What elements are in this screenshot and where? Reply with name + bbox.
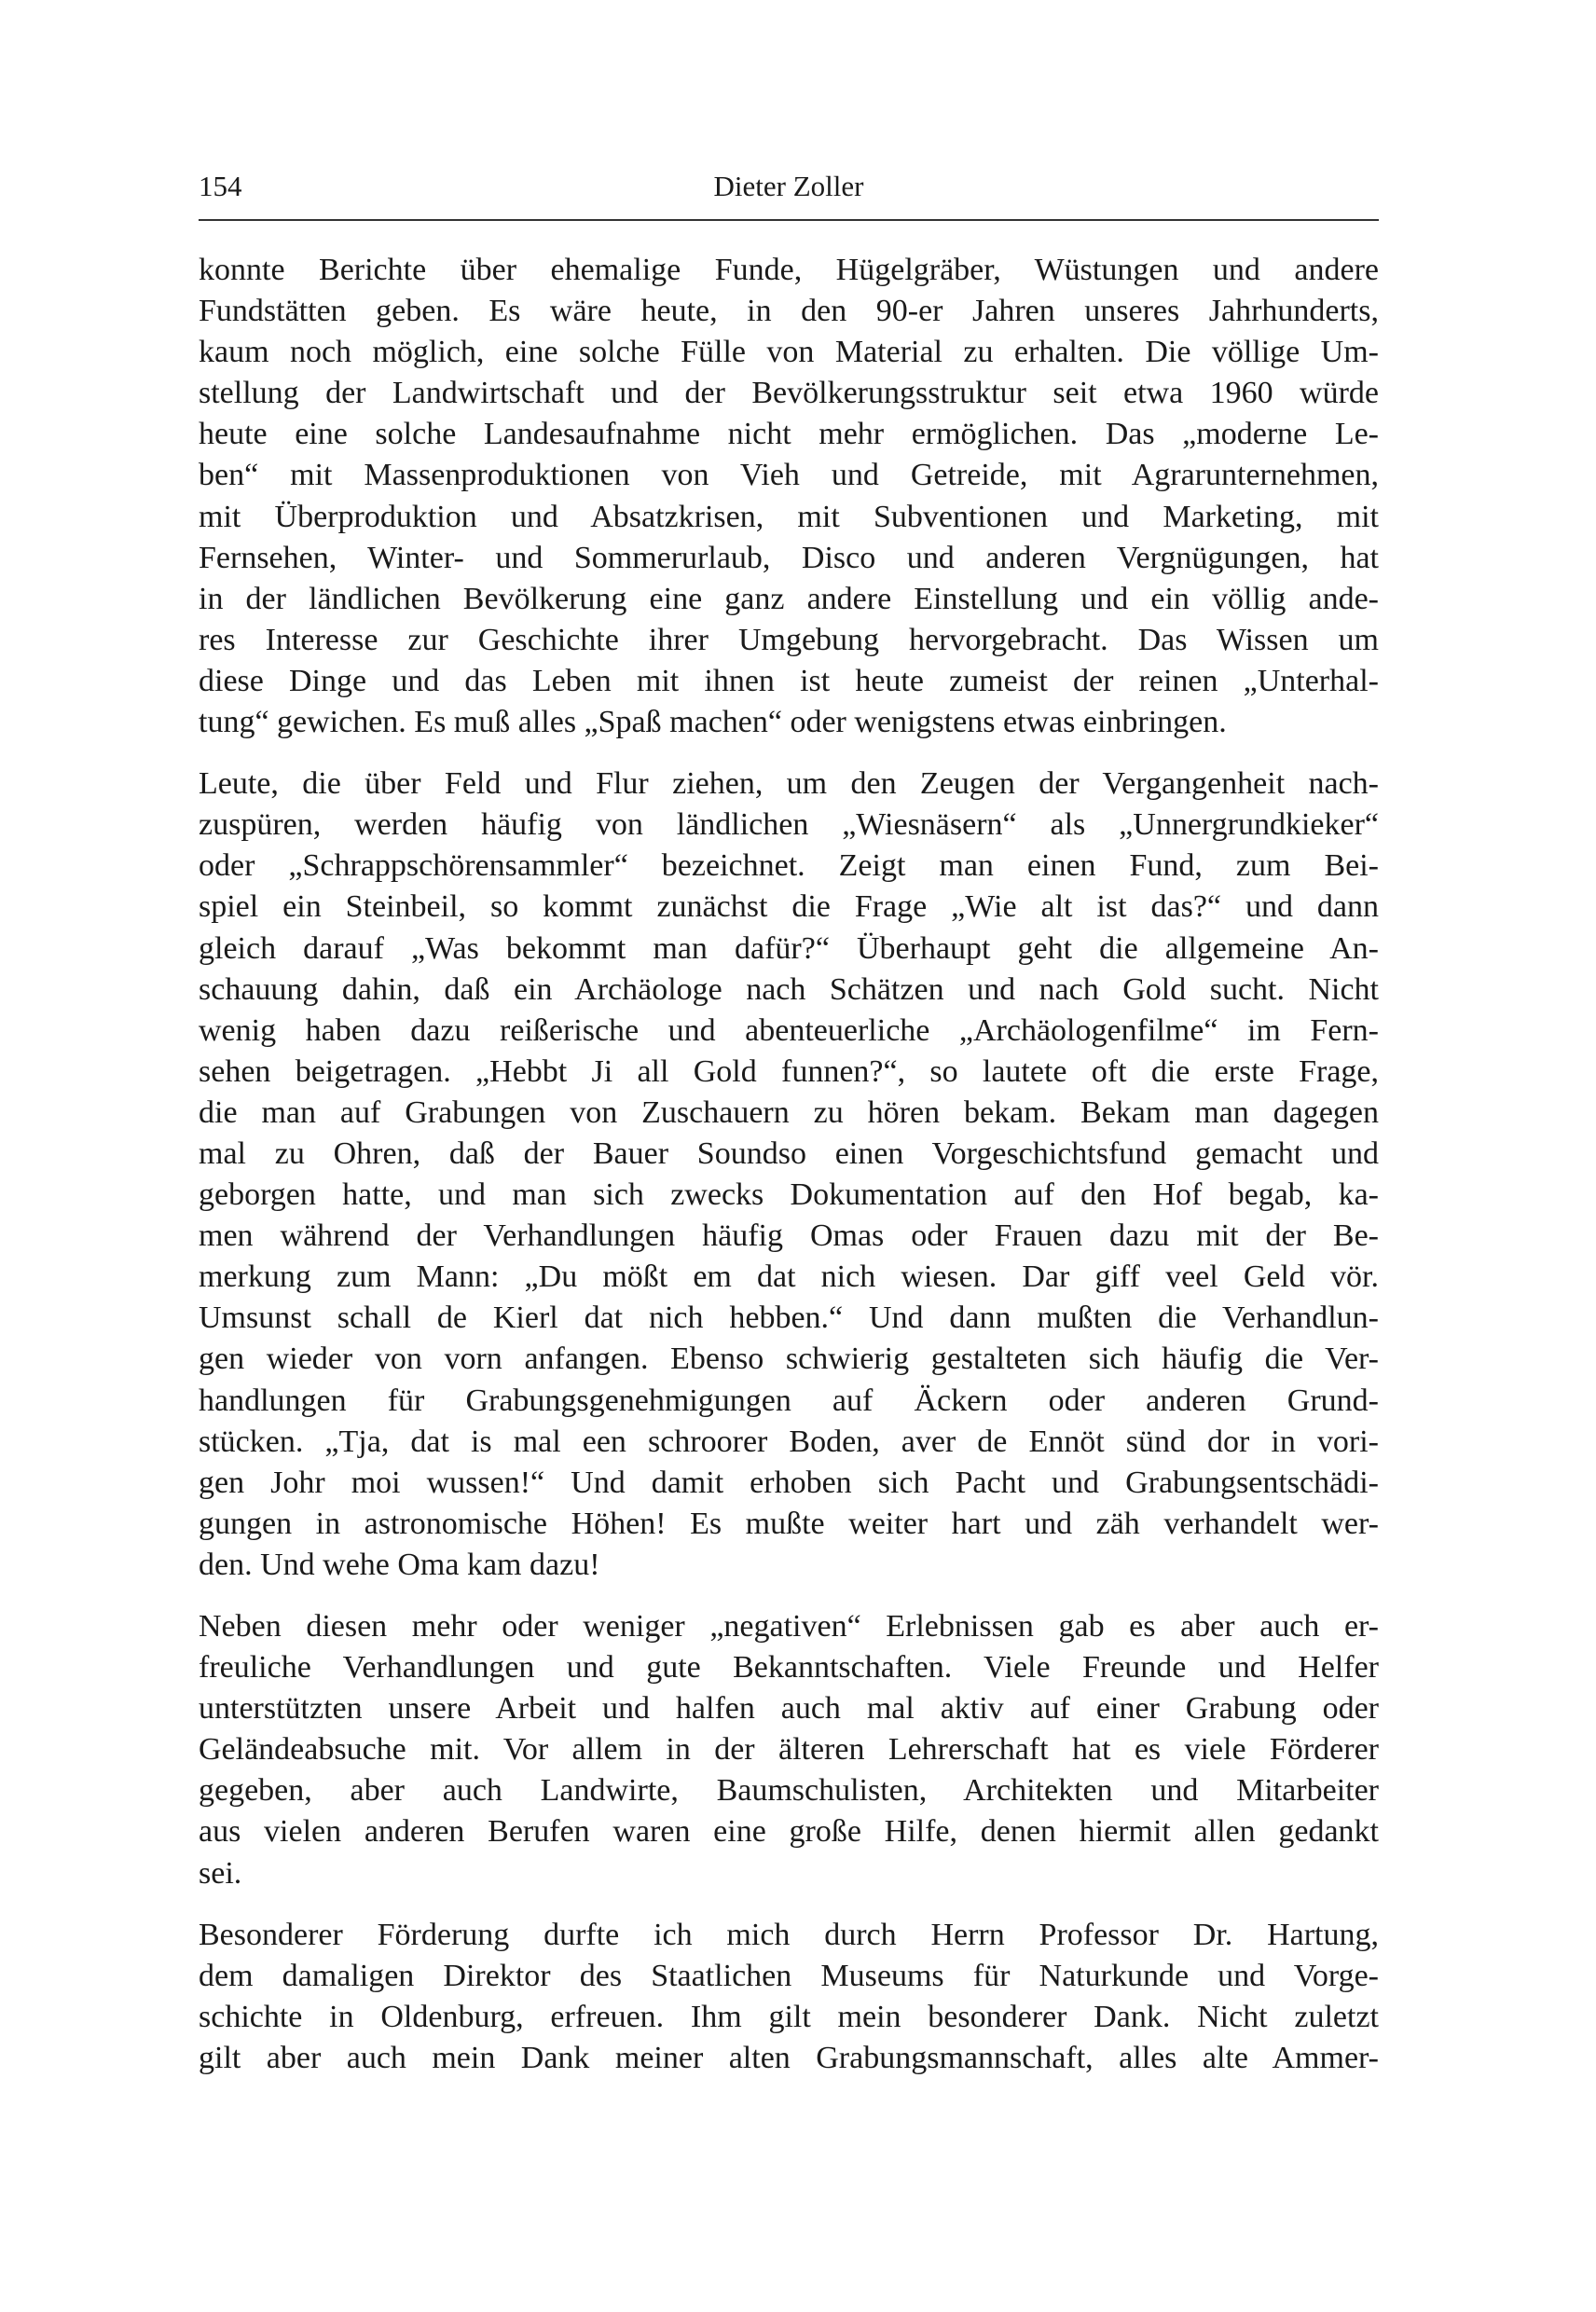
paragraph	[199, 250, 1379, 743]
text-line: mit Überproduktion und Absatzkrisen, mit Subventionen und Marketing, mit	[199, 499, 1379, 534]
text-line: schichte in Oldenburg, erfreuen. Ihm gilt mein besonderer Dank. Nicht zuletzt	[199, 1999, 1379, 2034]
text-line: gen Johr moi wussen!“ Und damit erhoben sich Pacht und Grabungsentschädi-	[199, 1465, 1379, 1500]
text-line: heute eine solche Landesaufnahme nicht mehr ermöglichen. Das „moderne Le-	[199, 417, 1379, 452]
text-line: aus vielen anderen Berufen waren eine große Hilfe, denen hiermit allen gedankt	[199, 1814, 1379, 1850]
text-line: ben“ mit Massenproduktionen von Vieh und Getreide, mit Agrarunternehmen,	[199, 458, 1379, 493]
text-line: Fundstätten geben. Es wäre heute, in den 90-er Jahren unseres Jahrhunderts,	[199, 294, 1379, 329]
text-line: Besonderer Förderung durfte ich mich durch Herrn Professor Dr. Hartung,	[199, 1917, 1379, 1952]
paragraph	[199, 1915, 1379, 2079]
text-line: wenig haben dazu reißerische und abenteuerliche „Archäologenfilme“ im Fern-	[199, 1012, 1379, 1048]
text-line: unterstützten unsere Arbeit und halfen auch mal aktiv auf einer Grabung oder	[199, 1691, 1379, 1727]
text-line: gegeben, aber auch Landwirte, Baumschulisten, Architekten und Mitarbeiter	[199, 1773, 1379, 1809]
text-line: gleich darauf „Was bekommt man dafür?“ Überhaupt geht die allgemeine An-	[199, 930, 1379, 966]
running-head	[199, 168, 1379, 213]
text-line: freuliche Verhandlungen und gute Bekanntschaften. Viele Freunde und Helfer	[199, 1650, 1379, 1686]
text-line: Geländeabsuche mit. Vor allem in der älteren Lehrerschaft hat es viele Förderer	[199, 1732, 1379, 1768]
text-line: men während der Verhandlungen häufig Omas oder Frauen dazu mit der Be-	[199, 1218, 1379, 1254]
text-line: mal zu Ohren, daß der Bauer Soundso einen Vorgeschichtsfund gemacht und	[199, 1135, 1379, 1171]
text-line: zuspüren, werden häufig von ländlichen „Wiesnäsern“ als „Unnergrundkieker“	[199, 807, 1379, 843]
text-line: Fernsehen, Winter- und Sommerurlaub, Disco und anderen Vergnügungen, hat	[199, 540, 1379, 575]
header-rule	[199, 219, 1379, 221]
text-line: merkung zum Mann: „Du mößt em dat nich wiesen. Dar giff veel Geld vör.	[199, 1259, 1379, 1295]
text-line: die man auf Grabungen von Zuschauern zu hören bekam. Bekam man dagegen	[199, 1094, 1379, 1130]
text-line: res Interesse zur Geschichte ihrer Umgebung hervorgebracht. Das Wissen um	[199, 622, 1379, 657]
text-line: sehen beigetragen. „Hebbt Ji all Gold funnen?“, so lautete oft die erste Frage,	[199, 1053, 1379, 1089]
text-line: geborgen hatte, und man sich zwecks Dokumentation auf den Hof begab, ka-	[199, 1177, 1379, 1213]
text-line: in der ländlichen Bevölkerung eine ganz andere Einstellung und ein völlig ande-	[199, 581, 1379, 616]
text-line: diese Dinge und das Leben mit ihnen ist heute zumeist der reinen „Unterhal-	[199, 663, 1379, 698]
running-title: Dieter Zoller	[713, 170, 864, 202]
text-line: dem damaligen Direktor des Staatlichen Museums für Naturkunde und Vorge-	[199, 1958, 1379, 1993]
text-line: Umsunst schall de Kierl dat nich hebben.“ Und dann mußten die Verhandlun-	[199, 1300, 1379, 1336]
text-line: gen wieder von vorn anfangen. Ebenso schwierig gestalteten sich häufig die Ver-	[199, 1342, 1379, 1377]
body-text	[199, 250, 1379, 2099]
text-line: den. Und wehe Oma kam dazu!	[199, 1547, 600, 1582]
text-line: gilt aber auch mein Dank meiner alten Grabungsmannschaft, alles alte Ammer-	[199, 2040, 1379, 2075]
text-line: stellung der Landwirtschaft und der Bevölkerungsstruktur seit etwa 1960 würde	[199, 376, 1379, 411]
paragraph	[199, 764, 1379, 1586]
text-line: Neben diesen mehr oder weniger „negativen“ Erlebnissen gab es aber auch er-	[199, 1609, 1379, 1644]
page-number: 154	[199, 170, 242, 202]
text-line: sei.	[199, 1855, 242, 1891]
text-line: spiel ein Steinbeil, so kommt zunächst die Frage „Wie alt ist das?“ und dann	[199, 889, 1379, 925]
text-line: tung“ gewichen. Es muß alles „Spaß machen“ oder wenigstens etwas einbringen.	[199, 705, 1227, 740]
text-line: schauung dahin, daß ein Archäologe nach Schätzen und nach Gold sucht. Nicht	[199, 971, 1379, 1007]
text-line: handlungen für Grabungsgenehmigungen auf Äckern oder anderen Grund-	[199, 1383, 1379, 1418]
paragraph	[199, 1606, 1379, 1894]
text-line: Leute, die über Feld und Flur ziehen, um den Zeugen der Vergangenheit nach-	[199, 766, 1379, 802]
text-line: gungen in astronomische Höhen! Es mußte weiter hart und zäh verhandelt wer-	[199, 1506, 1379, 1541]
text-line: stücken. „Tja, dat is mal een schroorer Boden, aver de Ennöt sünd dor in vori-	[199, 1424, 1379, 1459]
text-line: konnte Berichte über ehemalige Funde, Hügelgräber, Wüstungen und andere	[199, 253, 1379, 287]
text-line: oder „Schrappschörensammler“ bezeichnet. Zeigt man einen Fund, zum Bei-	[199, 848, 1379, 884]
text-line: kaum noch möglich, eine solche Fülle von Material zu erhalten. Die völlige Um-	[199, 335, 1379, 370]
